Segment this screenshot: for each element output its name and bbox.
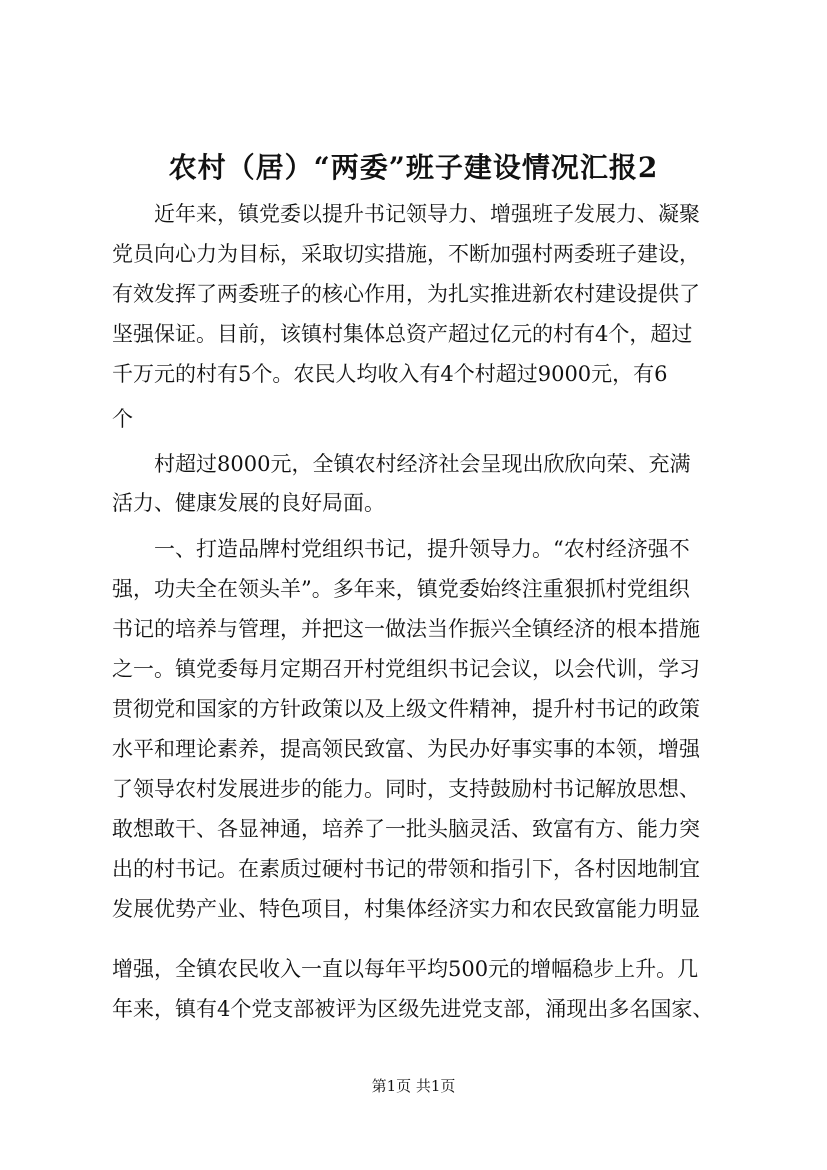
page-number-footer: 第1页 共1页 xyxy=(371,1077,456,1095)
body-line: 敢想敢干、各显神通，培养了一批头脑灵活、致富有方、能力突 xyxy=(112,817,700,841)
body-line: 党员向心力为目标，采取切实措施，不断加强村两委班子建设， xyxy=(112,242,700,266)
body-line: 有效发挥了两委班子的核心作用，为扎实推进新农村建设提供了 xyxy=(112,282,700,306)
body-line: 水平和理论素养，提高领民致富、为民办好事实事的本领，增强 xyxy=(112,737,700,761)
body-line: 发展优势产业、特色项目，村集体经济实力和农民致富能力明显 xyxy=(112,897,700,921)
body-line: 活力、健康发展的良好局面。 xyxy=(112,491,385,515)
body-line: 书记的培养与管理，并把这一做法当作振兴全镇经济的根本措施 xyxy=(112,617,700,641)
body-line: 年来，镇有4个党支部被评为区级先进党支部，涌现出多名国家、 xyxy=(112,997,714,1021)
body-line: 个 xyxy=(112,407,133,431)
body-line: 了领导农村发展进步的能力。同时，支持鼓励村书记解放思想、 xyxy=(112,777,700,801)
body-line: 近年来，镇党委以提升书记领导力、增强班子发展力、凝聚 xyxy=(154,202,700,226)
body-line: 出的村书记。在素质过硬村书记的带领和指引下，各村因地制宜 xyxy=(112,857,700,881)
body-line: 贯彻党和国家的方针政策以及上级文件精神，提升村书记的政策 xyxy=(112,697,700,721)
body-line: 之一。镇党委每月定期召开村党组织书记会议，以会代训，学习 xyxy=(112,657,700,681)
body-line: 强，功夫全在领头羊”。多年来，镇党委始终注重狠抓村党组织 xyxy=(112,577,690,601)
body-line: 一、打造品牌村党组织书记，提升领导力。“农村经济强不 xyxy=(154,537,690,561)
document-title: 农村（居）“两委”班子建设情况汇报2 xyxy=(168,151,659,184)
body-line: 千万元的村有5个。农民人均收入有4个村超过9000元，有6 xyxy=(112,362,668,386)
body-line: 增强，全镇农民收入一直以每年平均500元的增幅稳步上升。几 xyxy=(112,957,699,981)
body-line: 村超过8000元，全镇农村经济社会呈现出欣欣向荣、充满 xyxy=(154,452,691,476)
body-line: 坚强保证。目前，该镇村集体总资产超过亿元的村有4个，超过 xyxy=(112,322,693,346)
